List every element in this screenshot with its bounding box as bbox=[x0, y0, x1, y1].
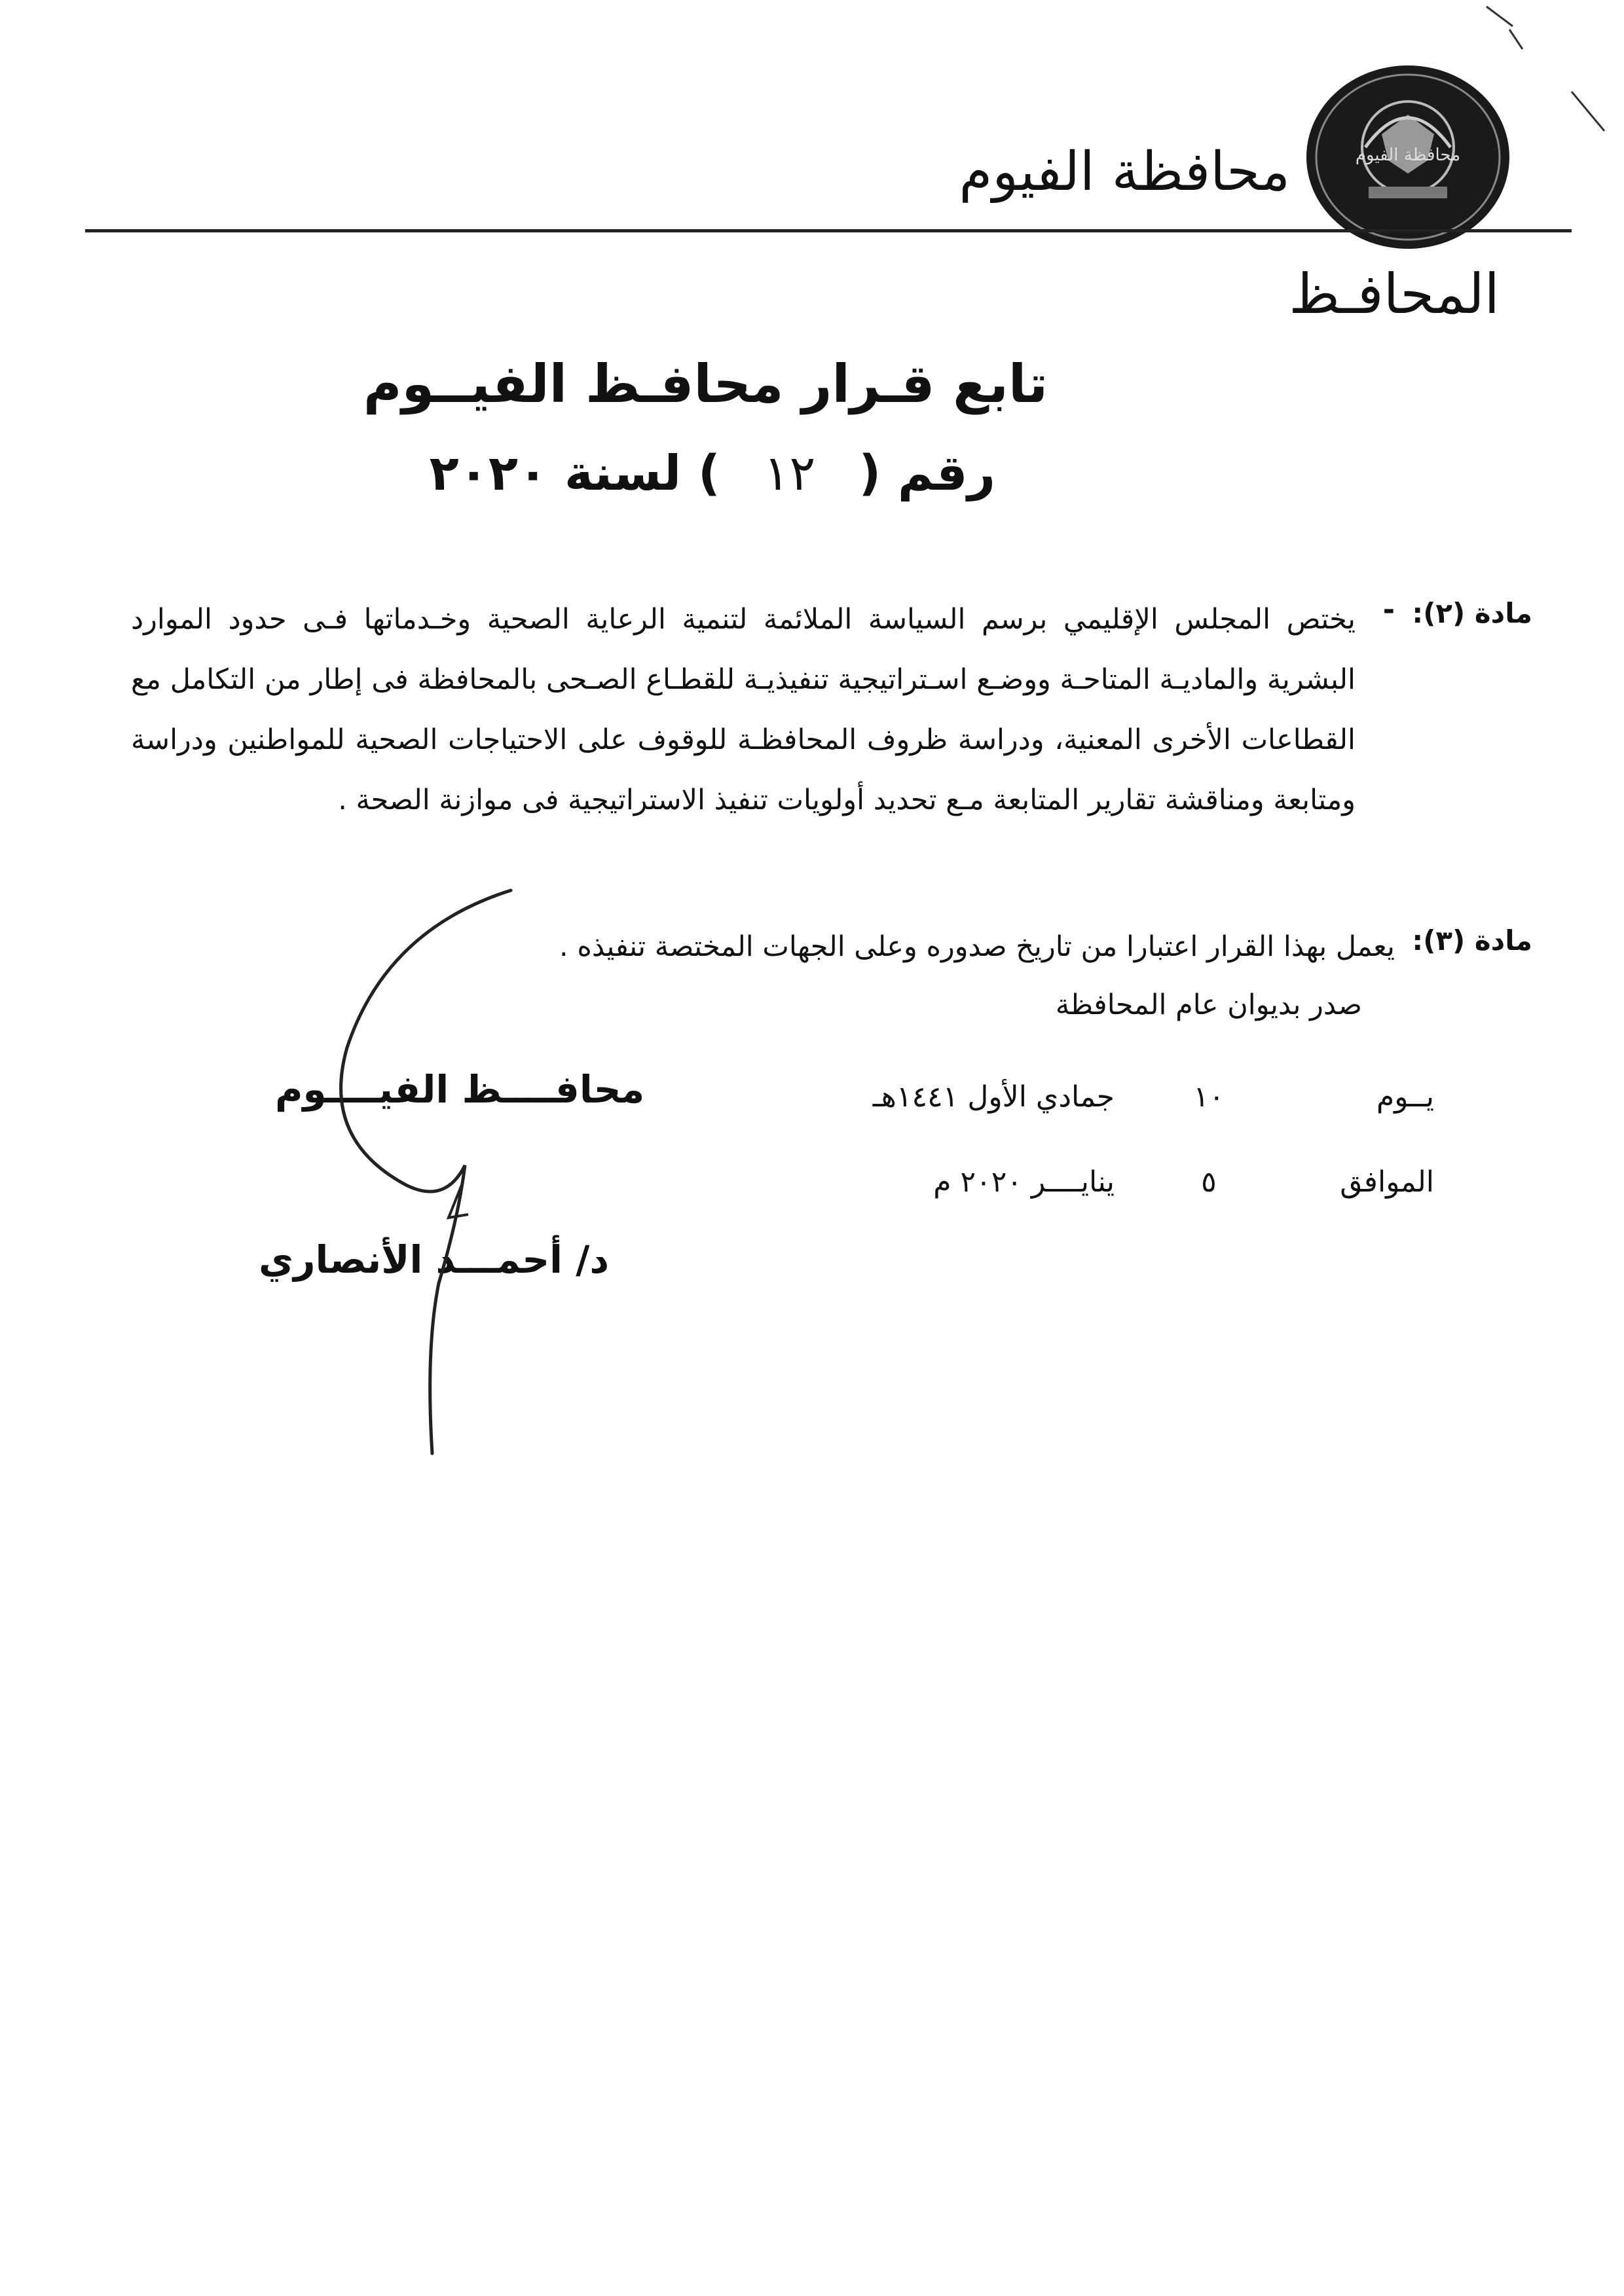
article-label: مادة (٢): bbox=[1412, 597, 1532, 629]
governorate-name: محافظة الفيوم bbox=[959, 141, 1290, 203]
date-label: يــوم bbox=[1376, 1080, 1434, 1114]
date-day: ١٠ bbox=[1193, 1080, 1225, 1114]
article-body: يختص المجلس الإقليمي برسم السياسة الملائمة لتنمية الرعاية الصحية وخـدماتها فـى حدود الموارد البشرية والماديـة المتاحـة ووضـع اسـتراتيجية تنفيذيـة للقطـاع الصـحى بالمحافظة فى إطار من التكامل مع القطاعات الأخرى المعنية، ودراسة ظروف المحافظـة للوقوف على الاحتياجات الصحية للمواطنين ودراسة ومتابعة ومناقشة تقارير المتابعة مـع تحديد أولويات تنفيذ الاستراتيجية فى موازنة الصحة . bbox=[131, 603, 1356, 816]
decision-title: تابع قـرار محافـظ الفيــوم bbox=[363, 354, 1048, 414]
seal-inscription: محافظة الفيوم bbox=[1355, 145, 1461, 165]
signatory-title: محافــــظ الفيــــوم bbox=[275, 1067, 645, 1112]
article-dash: - bbox=[1382, 593, 1395, 627]
decision-number-suffix: ) لسنة ٢٠٢٠ bbox=[429, 445, 720, 501]
article-2 bbox=[131, 589, 1532, 830]
date-day: ٥ bbox=[1201, 1165, 1217, 1199]
gregorian-date-row bbox=[933, 1165, 1434, 1199]
article-body: يعمل بهذا القرار اعتبارا من تاريخ صدوره وعلى الجهات المختصة تنفيذه . bbox=[559, 930, 1395, 963]
governorate-seal-icon bbox=[1303, 62, 1513, 252]
office-title: المحافـظ bbox=[1289, 262, 1500, 326]
date-month-year: ينايــــر ٢٠٢٠ م bbox=[933, 1165, 1115, 1199]
decision-number-prefix: رقم ( bbox=[858, 445, 995, 501]
decision-number-value: ١٢ bbox=[763, 445, 816, 501]
date-label: الموافق bbox=[1340, 1165, 1434, 1199]
date-month-year: جمادي الأول ١٤٤١هـ bbox=[872, 1080, 1115, 1114]
hijri-date-row bbox=[873, 1080, 1434, 1114]
article-label: مادة (٣): bbox=[1412, 924, 1532, 957]
header-divider bbox=[85, 229, 1572, 232]
handwritten-signature-icon bbox=[308, 877, 544, 1467]
signatory-name: د/ أحمـــد الأنصاري bbox=[259, 1237, 610, 1282]
issued-at: صدر بديوان عام المحافظة bbox=[1055, 989, 1362, 1021]
decision-number bbox=[430, 445, 995, 501]
